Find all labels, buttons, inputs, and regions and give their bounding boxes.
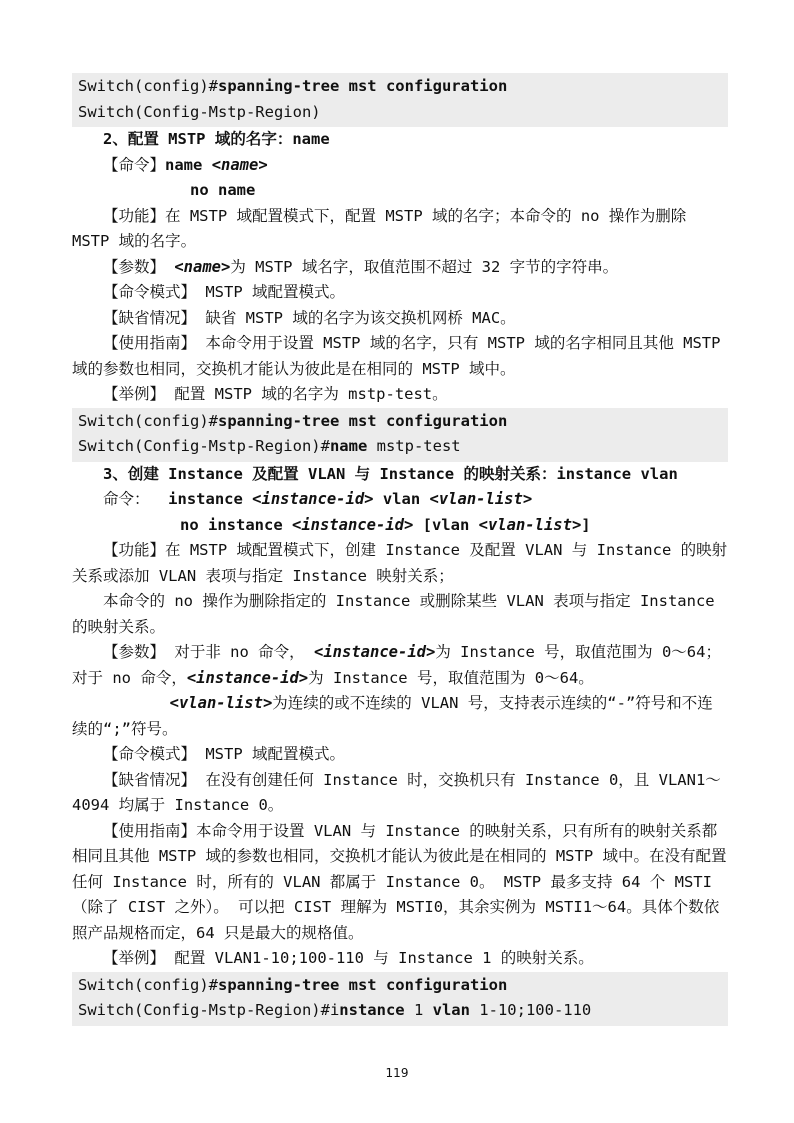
command-variable: <name> (211, 155, 268, 174)
section-2-usage-guide: 【使用指南】 本命令用于设置 MSTP 域的名字，只有 MSTP 域的名字相同且其他 MSTP 域的参数也相同，交换机才能认为彼此是在相同的 MSTP 域中。 (72, 334, 721, 378)
param-text: 为连续的或不连续的 VLAN 号，支持表示连续的“-”符号和不连续的“;”符号。 (72, 694, 713, 738)
command-label: 命令： (103, 490, 169, 508)
code-command: spanning-tree mst configuration (217, 77, 508, 95)
code-prompt: Switch(config)# (78, 411, 218, 430)
section-3-usage-guide: 【使用指南】本命令用于设置 VLAN 与 Instance 的映射关系，只有所有的映射关系都相同且其他 MSTP 域的参数也相同，交换机才能认为彼此是在相同的 MSTP 域中。在没有配置任何 Instance 时，所有的 VLAN 都属于 Instance 0。 MSTP 最多支持 64 个 MSTI（除了 CIST 之外）。 可以把 CIST 理解为 MSTI0，其余实例为 MSTI1～64。具体个数依照产品规格而定，64 只是最大的规格值。 (72, 821, 727, 942)
code-prompt: Switch(Config-Mstp-Region)# (78, 437, 330, 455)
code-command: name (329, 437, 368, 455)
command-keyword: vlan (373, 490, 430, 508)
command-variable: <instance-id> (291, 515, 414, 534)
section-2-heading: 2、配置 MSTP 域的名字：name (103, 130, 330, 148)
section-2-parameters (72, 255, 728, 281)
command-label: 【命令】 (103, 155, 166, 174)
code-line (78, 409, 724, 435)
section-3-function-no: 本命令的 no 操作为删除指定的 Instance 或删除某些 VLAN 表项与指定 Instance 的映射关系。 (72, 592, 715, 636)
code-prompt: Switch(config)# (78, 975, 218, 994)
param-variable: <name> (174, 257, 231, 276)
command-keyword: [vlan (413, 515, 479, 534)
code-command: nstance (339, 1001, 405, 1019)
command-keyword: no instance (180, 515, 292, 534)
section-3-parameters-vlanlist (72, 691, 728, 742)
code-prompt: Switch(Config-Mstp-Region)#i (78, 1001, 340, 1019)
section-2-example: 【举例】 配置 MSTP 域的名字为 mstp-test。 (103, 385, 448, 403)
section-2-command-no: no name (190, 181, 256, 199)
code-line (78, 434, 724, 460)
section-3-default: 【缺省情况】 在没有创建任何 Instance 时，交换机只有 Instance 0，且 VLAN1～4094 均属于 Instance 0。 (72, 770, 721, 814)
section-3-command-mode: 【命令模式】 MSTP 域配置模式。 (103, 745, 345, 763)
code-argument: 1-10;100-110 (469, 1001, 592, 1019)
code-block-name-mstp-test (72, 408, 728, 462)
section-3-heading: 3、创建 Instance 及配置 VLAN 与 Instance 的映射关系：instance vlan (103, 464, 678, 483)
section-3-parameters (72, 640, 728, 691)
param-label: 【参数】 (103, 257, 175, 276)
param-variable: <vlan-list> (169, 694, 273, 712)
code-command: vlan (432, 1001, 470, 1019)
command-keyword: instance (168, 490, 253, 508)
command-variable: <vlan-list> (429, 490, 533, 508)
param-text: 为 Instance 号，取值范围为 0～64；对于 no 命令， (72, 643, 721, 687)
command-variable: <instance-id> (252, 490, 374, 508)
code-line (78, 973, 724, 999)
code-line (78, 74, 724, 100)
section-2-command-mode: 【命令模式】 MSTP 域配置模式。 (103, 283, 345, 301)
command-keyword: name (165, 155, 212, 174)
param-text: 为 MSTP 域名字，取值范围不超过 32 字节的字符串。 (230, 257, 619, 276)
section-3-command-line-1 (72, 487, 728, 513)
code-prompt: Switch(config)# (78, 77, 218, 95)
command-variable: <vlan-list> (478, 515, 582, 534)
section-3-command-line-2 (72, 513, 728, 539)
code-argument: mstp-test (367, 437, 461, 455)
code-command: spanning-tree mst configuration (217, 975, 508, 994)
command-keyword: ] (581, 515, 591, 534)
code-block-instance-vlan (72, 972, 728, 1026)
code-line (78, 998, 724, 1024)
section-3-example: 【举例】 配置 VLAN1-10;100-110 与 Instance 1 的映射关系。 (103, 949, 594, 967)
code-block-mst-configuration (72, 73, 728, 127)
section-2-default: 【缺省情况】 缺省 MSTP 域的名字为该交换机网桥 MAC。 (103, 308, 516, 327)
section-2-function: 【功能】在 MSTP 域配置模式下，配置 MSTP 域的名字；本命令的 no 操作为删除 MSTP 域的名字。 (72, 206, 687, 250)
code-line (78, 100, 724, 126)
page-content (72, 73, 728, 1026)
param-text: 为 Instance 号，取值范围为 0～64。 (308, 668, 594, 687)
section-2-command-line (72, 153, 728, 179)
param-variable: <instance-id> (186, 668, 309, 687)
param-label: 【参数】 对于非 no 命令， (103, 643, 314, 661)
code-argument: 1 (404, 1001, 433, 1019)
code-prompt: Switch(Config-Mstp-Region) (78, 102, 321, 121)
param-variable: <instance-id> (314, 643, 436, 661)
page-number: 119 (385, 1066, 409, 1080)
code-command: spanning-tree mst configuration (217, 411, 508, 430)
section-3-function: 【功能】在 MSTP 域配置模式下，创建 Instance 及配置 VLAN 与 Instance 的映射关系或添加 VLAN 表项与指定 Instance 映射关系； (72, 541, 728, 585)
